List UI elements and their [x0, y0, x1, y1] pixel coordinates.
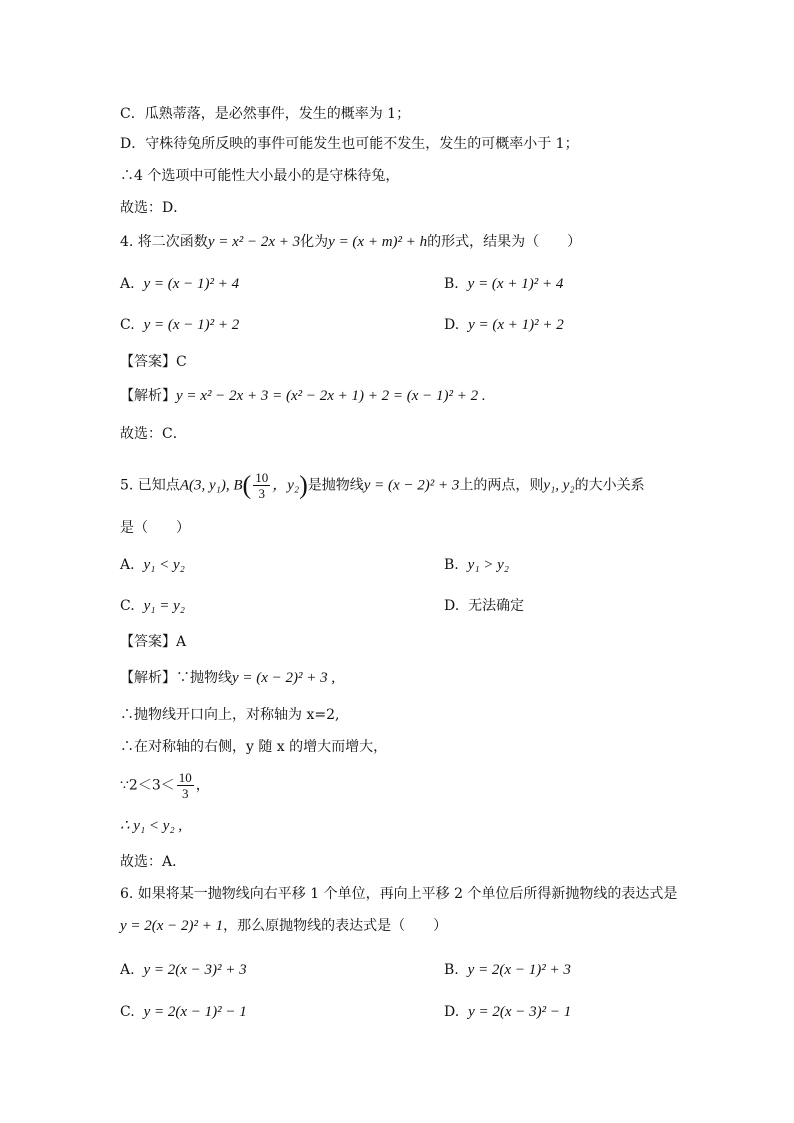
- option-expr: y = (x + 1)² + 4: [467, 276, 564, 292]
- q5-choose: 故选：A．: [120, 854, 187, 870]
- option-label: A.: [120, 557, 135, 573]
- q5-option-c: [120, 596, 185, 616]
- q4-option-a: [120, 274, 239, 294]
- c-item-text: C．瓜熟蒂落，是必然事件，发生的概率为 1；: [120, 106, 411, 122]
- q5-step3-suffix: ，: [195, 777, 210, 794]
- q5-step3-num: 10: [178, 770, 192, 785]
- option-expr: y = 2(x − 1)² − 1: [143, 1004, 247, 1020]
- q5-step1: ∴抛物线开口向上，对称轴为 x=2,: [120, 707, 340, 723]
- q5-stem-vars: y₁, y₂: [543, 477, 575, 494]
- q4-stem-prefix: 4. 将二次函数: [120, 234, 208, 250]
- q5-stem-line2: 是（ ）: [120, 520, 190, 536]
- q5-step3-prefix: ∵2＜3＜: [120, 777, 175, 794]
- q5-step2: ∴在对称轴的右侧，y 随 x 的增大而增大，: [120, 739, 388, 755]
- option-expr: 无法确定: [468, 598, 525, 614]
- q4-option-d: [444, 315, 564, 335]
- q4-stem-expr: y = x² − 2x + 3: [207, 234, 301, 250]
- q5-step4-expr: ∴ y₁ < y₂ ,: [120, 818, 183, 834]
- q5-frac-den: 3: [258, 486, 265, 501]
- q5-stem-suffix-1: 上的两点，则: [459, 477, 544, 494]
- option-label: A.: [120, 276, 135, 292]
- q4-analysis: [120, 386, 486, 406]
- q5-step4: [120, 816, 182, 836]
- q5-step3-fraction: [177, 770, 194, 801]
- q4-stem-suffix: 的形式，结果为（ ）: [427, 234, 582, 250]
- choose-d-text: 故选：D．: [120, 200, 188, 216]
- q4-option-c: [120, 315, 239, 335]
- option-expr: y₁ < y₂: [143, 557, 185, 573]
- q5-frac-num: 10: [255, 470, 269, 485]
- q5-analysis: [120, 668, 335, 688]
- option-label: C.: [120, 1004, 135, 1020]
- q6-stem-line1: 6. 如果将某一抛物线向右平移 1 个单位，再向上平移 2 个单位后所得新抛物线的表达式是: [120, 886, 678, 902]
- q4-stem: [120, 232, 581, 252]
- option-expr: y = 2(x − 3)² + 3: [143, 962, 247, 978]
- q6-stem-expr: y = 2(x − 2)² + 1: [120, 918, 224, 934]
- q4-option-b: [444, 274, 563, 294]
- option-expr: y₁ = y₂: [143, 598, 185, 614]
- q4-stem-mid: 化为: [300, 234, 329, 250]
- q5-option-a: [120, 555, 185, 575]
- conclusion-text: ∴4 个选项中可能性大小最小的是守株待兔，: [120, 168, 400, 184]
- option-expr: y = (x + 1)² + 2: [468, 317, 564, 333]
- q5-option-b: [444, 555, 509, 575]
- q4-analysis-expr: y = x² − 2x + 3 = (x² − 2x + 1) + 2 = (x − 1)² + 2 .: [176, 388, 486, 404]
- option-label: B.: [444, 276, 459, 292]
- q6-stem-line2: [120, 916, 447, 936]
- option-label: D.: [444, 1004, 460, 1020]
- q5-paren-open: (: [242, 470, 252, 500]
- q5-answer: 【答案】A: [120, 634, 187, 650]
- q4-choose: 故选：C．: [120, 426, 187, 442]
- q5-step3: [120, 770, 210, 801]
- q6-option-a: [120, 960, 247, 980]
- q5-point-a: A(3, y₁), B: [179, 477, 243, 494]
- q6-option-d: [444, 1002, 571, 1022]
- q5-option-d: [444, 596, 524, 616]
- q5-stem-mid: 是抛物线: [307, 477, 364, 494]
- option-label: B.: [444, 557, 459, 573]
- q5-analysis-expr: y = (x − 2)² + 3 ,: [232, 670, 336, 686]
- option-label: D.: [444, 317, 460, 333]
- q5-stem-prefix: 5. 已知点: [120, 477, 180, 494]
- q5-analysis-label: 【解析】∵抛物线: [120, 670, 232, 686]
- option-expr: y = 2(x − 1)² + 3: [467, 962, 571, 978]
- q4-stem-form: y = (x + m)² + h: [328, 234, 428, 250]
- q6-option-c: [120, 1002, 247, 1022]
- option-label: D.: [444, 598, 460, 614]
- q5-step3-den: 3: [181, 786, 189, 801]
- option-expr: y = 2(x − 3)² − 1: [468, 1004, 572, 1020]
- option-label: C.: [120, 317, 135, 333]
- q6-option-b: [444, 960, 571, 980]
- option-label: B.: [444, 962, 459, 978]
- option-expr: y₁ > y₂: [467, 557, 510, 573]
- q4-answer: 【答案】C: [120, 354, 187, 370]
- option-label: A.: [120, 962, 135, 978]
- q5-point-b-tail: ，y₂: [272, 477, 300, 494]
- q5-fraction: [253, 470, 270, 501]
- d-item-text: D．守株待兔所反映的事件可能发生也可能不发生，发生的可概率小于 1；: [120, 136, 579, 152]
- q5-stem-expr: y = (x − 2)² + 3: [363, 477, 460, 494]
- q5-paren-close: ): [299, 470, 308, 500]
- q4-analysis-label: 【解析】: [120, 388, 176, 404]
- q5-stem-suffix-2: 的大小关系: [574, 477, 645, 494]
- option-expr: y = (x − 1)² + 4: [143, 276, 240, 292]
- q6-stem-suffix: ，那么原抛物线的表达式是（ ）: [223, 918, 448, 934]
- option-expr: y = (x − 1)² + 2: [143, 317, 240, 333]
- q5-stem: [120, 470, 645, 501]
- option-label: C.: [120, 598, 135, 614]
